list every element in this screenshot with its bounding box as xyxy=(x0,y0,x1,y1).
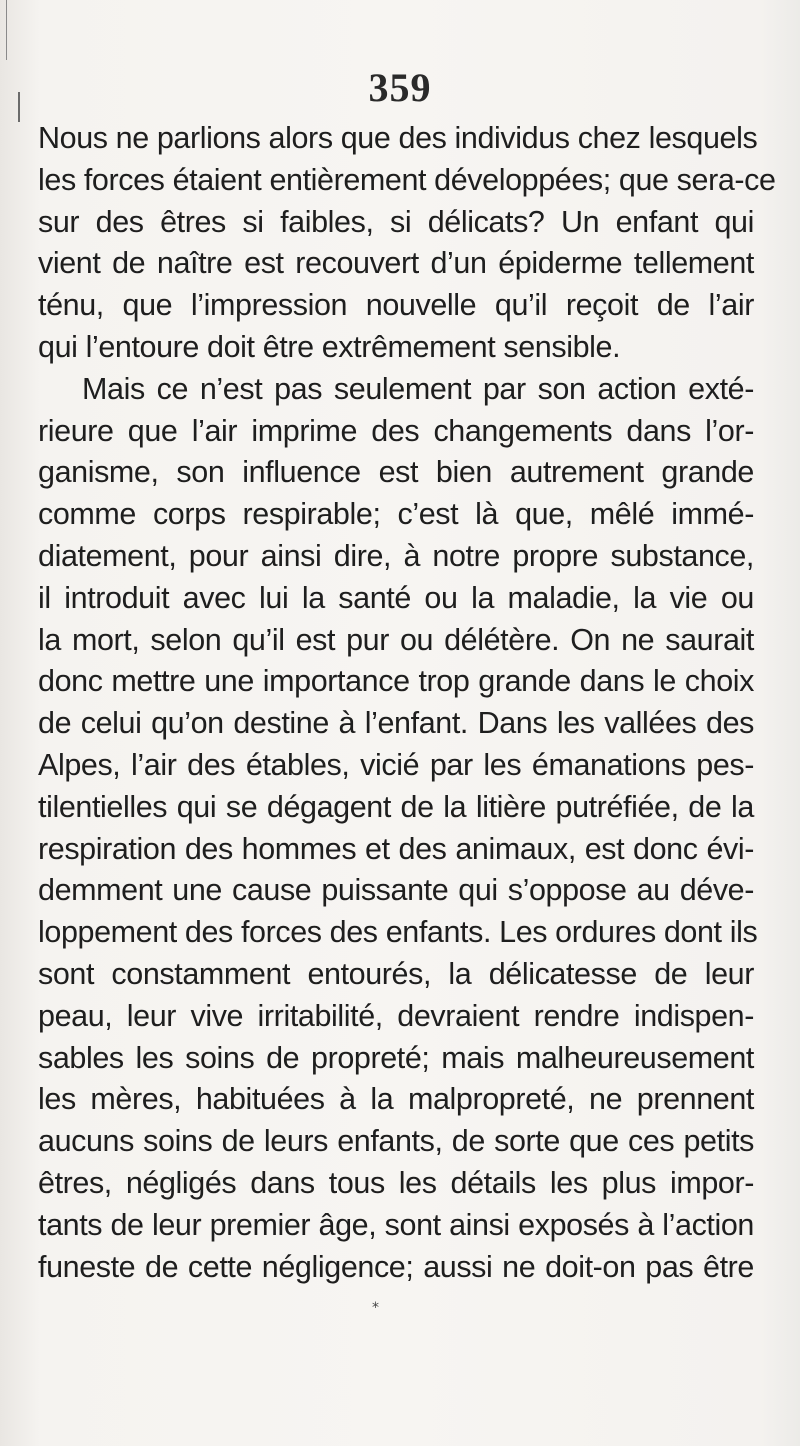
text-line: vient de naître est recouvert d’un épiderme tellement xyxy=(38,246,754,281)
text-line: funeste de cette négligence; aussi ne doit-on pas être xyxy=(38,1249,754,1284)
text-line: ganisme, son influence est bien autrement grande xyxy=(38,455,754,490)
text-line: donc mettre une importance trop grande dans le choix xyxy=(38,664,754,699)
paragraph-2 xyxy=(38,369,758,1289)
text-line: êtres, négligés dans tous les détails les plus impor- xyxy=(38,1165,754,1200)
text-line: demment une cause puissante qui s’oppose au déve- xyxy=(38,873,754,908)
printer-mark: * xyxy=(372,1300,379,1316)
text-line: tants de leur premier âge, sont ainsi exposés à l’action xyxy=(38,1207,754,1242)
page-edge-line xyxy=(6,0,7,60)
paragraph-1 xyxy=(38,118,776,369)
page-number: 359 xyxy=(368,65,432,110)
text-line: ténu, que l’impression nouvelle qu’il reçoit de l’air xyxy=(38,288,754,323)
text-line: respiration des hommes et des animaux, est donc évi- xyxy=(38,831,754,866)
text-line: sur des êtres si faibles, si délicats? Un enfant qui xyxy=(38,204,754,239)
text-line: tilentielles qui se dégagent de la litière putréfiée, de la xyxy=(38,789,754,824)
text-line: loppement des forces des enfants. Les ordures dont ils xyxy=(38,915,758,950)
text-line: rieure que l’air imprime des changements dans l’or- xyxy=(38,413,754,448)
body-text xyxy=(38,118,776,1288)
text-line: de celui qu’on destine à l’enfant. Dans les vallées des xyxy=(38,706,754,741)
text-line: aucuns soins de leurs enfants, de sorte que ces petits xyxy=(38,1124,754,1159)
text-line: sables les soins de propreté; mais malheureusement xyxy=(38,1040,754,1075)
text-line: il introduit avec lui la santé ou la maladie, la vie ou xyxy=(38,580,754,615)
text-line: Nous ne parlions alors que des individus chez lesquels xyxy=(38,121,758,155)
text-line: qui l’entoure doit être extrêmement sensible. xyxy=(38,329,621,364)
text-line: comme corps respirable; c’est là que, mêlé immé- xyxy=(38,497,754,532)
text-line: la mort, selon qu’il est pur ou délétère. On ne saurait xyxy=(38,622,754,657)
text-line: Mais ce n’est pas seulement par son action exté- xyxy=(82,371,754,406)
text-line: diatement, pour ainsi dire, à notre propre substance, xyxy=(38,538,754,573)
text-line: les mères, habituées à la malpropreté, ne prennent xyxy=(38,1082,754,1117)
text-line: peau, leur vive irritabilité, devraient rendre indispen- xyxy=(38,998,754,1033)
text-line: sont constamment entourés, la délicatesse de leur xyxy=(38,956,754,991)
text-line: les forces étaient entièrement développées; que sera-ce xyxy=(38,162,776,197)
text-line: Alpes, l’air des étables, vicié par les émanations pes- xyxy=(38,747,754,782)
